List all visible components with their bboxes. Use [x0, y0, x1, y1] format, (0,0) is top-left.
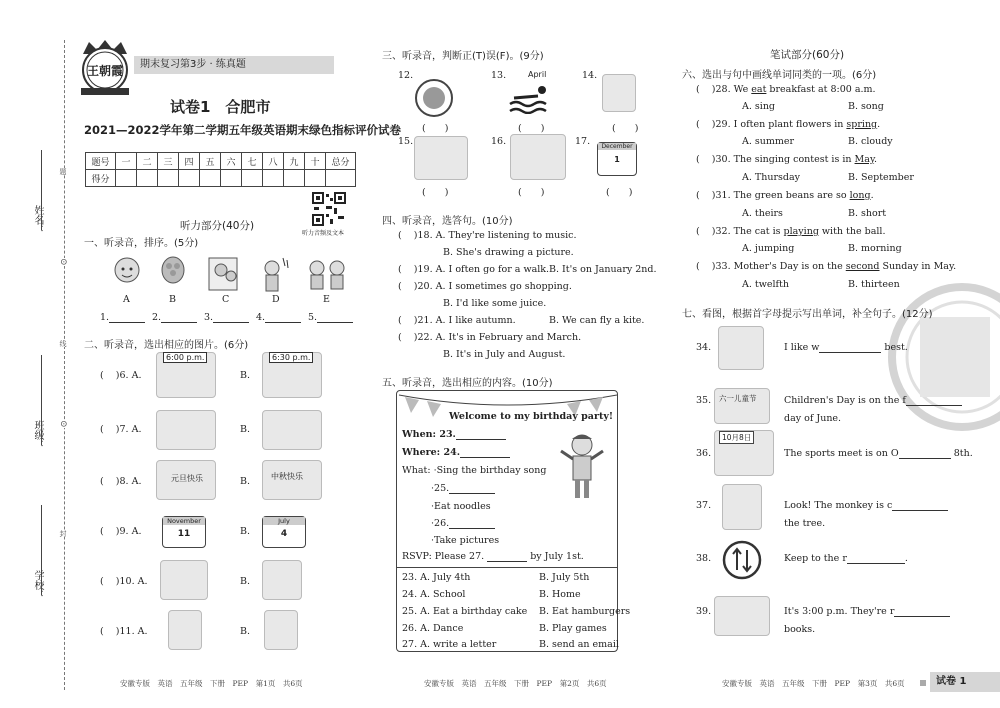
april-label: April — [528, 70, 547, 79]
question-number: )21. — [413, 315, 433, 326]
writing-header: 笔试部分(60分) — [770, 49, 845, 61]
score-input[interactable] — [158, 170, 179, 187]
score-row — [86, 170, 356, 187]
binding-dot: ⊙ — [58, 258, 68, 266]
answer-blank[interactable] — [449, 528, 495, 529]
option-b: B. send an email — [539, 639, 619, 650]
answer-blank[interactable] — [819, 352, 881, 353]
calendar-day: 4 — [280, 529, 288, 539]
sentence-text: Keep to the r — [784, 553, 847, 564]
question-number: )22. — [413, 332, 433, 343]
option-b: B. song — [848, 101, 884, 112]
answer-blank[interactable] — [213, 322, 249, 323]
section-title: 五、听录音，选出相应的内容。(10分) — [382, 378, 553, 389]
picture — [168, 610, 202, 650]
picture — [414, 136, 468, 180]
option-a: A. twelfth — [742, 279, 789, 290]
question-number: )19. — [413, 264, 433, 275]
sentence-text: The cat is — [733, 226, 784, 237]
swimming-picture — [508, 84, 552, 114]
option-b: B. — [240, 424, 251, 435]
school-line — [41, 505, 42, 595]
sentence-text: Children's Day is on the f — [784, 395, 906, 406]
s1-num: 5. — [308, 312, 318, 323]
answer-blank[interactable] — [317, 322, 353, 323]
calendar-month: November — [163, 517, 205, 525]
paper-subtitle: 2021—2022学年第二学期五年级英语期末绿色指标评价试卷 — [84, 123, 402, 137]
option-b: B. thirteen — [848, 279, 900, 290]
card-divider — [397, 567, 617, 568]
option-a: 27. A. write a letter — [402, 639, 497, 650]
option-b: B. morning — [848, 243, 902, 254]
answer-blank[interactable] — [847, 563, 905, 564]
paper-tab: 试卷 1 — [930, 672, 1000, 692]
sports-meet-picture — [714, 430, 774, 476]
option-b: B. Play games — [539, 623, 607, 634]
calendar-a — [162, 516, 206, 548]
picture — [262, 560, 302, 600]
answer-blank[interactable] — [906, 405, 962, 406]
clock-label: 6:30 p.m. — [269, 352, 313, 363]
question-number: )7. A. — [115, 424, 142, 435]
picture-label: 中秋快乐 — [271, 472, 303, 481]
answer-blank[interactable] — [892, 510, 948, 511]
boat-picture — [262, 410, 322, 450]
option-b: B. short — [848, 208, 887, 219]
question-number: 36. — [696, 448, 712, 459]
score-cell: 得分 — [86, 170, 116, 187]
sentence-text: I often plant flowers in — [733, 119, 847, 130]
sentence-text: . — [874, 154, 878, 165]
question-number: )28. — [711, 84, 731, 95]
tab-marker — [920, 680, 926, 686]
answer-paren[interactable]: ( ) — [422, 187, 449, 198]
option-b: B. Eat hamburgers — [539, 606, 631, 617]
picture — [160, 560, 208, 600]
section-title: 二、听录音，选出相应的图片。(6分) — [84, 340, 249, 351]
option-b: B. September — [848, 172, 914, 183]
option-b: B. — [240, 626, 251, 637]
answer-paren[interactable]: ( ) — [518, 187, 545, 198]
what-line: What: ·Sing the birthday song — [402, 465, 547, 476]
score-table — [85, 152, 356, 187]
card-title: Welcome to my birthday party! — [449, 411, 614, 422]
question-number: )9. A. — [115, 526, 142, 537]
sentence-text: . — [870, 190, 874, 201]
underlined-word: eat — [751, 84, 767, 95]
bullet: ·Eat noodles — [431, 501, 491, 512]
sentence-text: I like w — [784, 342, 820, 353]
option-b: B. — [240, 370, 251, 381]
name-label: 姓名： — [32, 205, 43, 235]
item-number: 15. — [398, 136, 414, 147]
score-input[interactable] — [179, 170, 200, 187]
qr-caption: 听力音频及文本 — [302, 230, 345, 237]
score-input[interactable] — [284, 170, 305, 187]
binding-mark: 封 — [59, 530, 67, 537]
score-cell: 题号 — [86, 153, 116, 170]
question-number: )11. A. — [115, 626, 148, 637]
binding-dashed-line — [64, 40, 65, 690]
sentence-text: Look! The monkey is c — [784, 500, 893, 511]
answer-paren[interactable]: ( ) — [518, 123, 545, 134]
section-title: 四、听录音，选答句。(10分) — [382, 216, 513, 227]
s1-letter: D — [272, 294, 280, 305]
s1-num: 2. — [152, 312, 162, 323]
s1-letter: C — [222, 294, 230, 305]
calendar-day: 11 — [177, 529, 191, 539]
score-cell: 四 — [179, 153, 200, 170]
score-input[interactable] — [200, 170, 221, 187]
option-b: B. — [240, 576, 251, 587]
option-b: B. — [240, 526, 251, 537]
sentence-text: The green beans are so — [733, 190, 850, 201]
question-number: )6. A. — [115, 370, 142, 381]
underlined-word: long — [849, 190, 871, 201]
option-a: 23. A. July 4th — [402, 572, 471, 583]
question-number: )30. — [711, 154, 731, 165]
score-cell: 七 — [242, 153, 263, 170]
sentence-text: books. — [784, 624, 816, 635]
sentence-text: best. — [881, 342, 908, 353]
question-number: 39. — [696, 606, 712, 617]
item-number: 13. — [491, 70, 507, 81]
answer-blank[interactable] — [109, 322, 145, 323]
score-input[interactable] — [263, 170, 284, 187]
option-a: 25. A. Eat a birthday cake — [402, 606, 528, 617]
binding-dot: ⊙ — [58, 420, 68, 428]
calendar-december — [597, 142, 637, 176]
section-title: 七、看图，根据首字母提示写出单词，补全句子。(12分) — [682, 309, 933, 320]
picture-label: 元旦快乐 — [171, 474, 203, 483]
question-number: 34. — [696, 342, 712, 353]
section-title: 三、听录音，判断正(T)误(F)。(9分) — [382, 51, 544, 62]
question-number: )29. — [711, 119, 731, 130]
bullet: ·25. — [431, 483, 450, 494]
sentence-text: day of June. — [784, 413, 842, 424]
item-number: 17. — [575, 136, 591, 147]
option-b: B. Home — [539, 589, 581, 600]
option-a: A. It's in February and March. — [435, 332, 582, 343]
sentence-text: The singing contest is in — [733, 154, 855, 165]
answer-blank[interactable] — [899, 458, 951, 459]
answer-paren[interactable]: ( ) — [606, 187, 633, 198]
s1-letter: E — [323, 294, 330, 305]
score-input[interactable] — [305, 170, 326, 187]
option-b: B. cloudy — [848, 136, 893, 147]
option-b: B. I'd like some juice. — [443, 298, 547, 309]
item-number: 14. — [582, 70, 598, 81]
where-label: Where: 24. — [402, 447, 461, 458]
option-a: A. summer — [742, 136, 795, 147]
sentence-text: . — [877, 119, 881, 130]
footer-page2: 安徽专版 英语 五年级 下册 PEP 第2页 共6页 — [424, 679, 607, 688]
kite-picture — [156, 410, 216, 450]
sentence-text: with the ball. — [818, 226, 886, 237]
birthday-card — [396, 390, 631, 652]
option-a: A. Thursday — [742, 172, 801, 183]
s1-letter: B — [169, 294, 176, 305]
step-banner: 期末复习第3步 · 练真题 — [134, 56, 334, 74]
underlined-word: spring — [846, 119, 878, 130]
answer-blank[interactable] — [460, 457, 510, 458]
footer-page3: 安徽专版 英语 五年级 下册 PEP 第3页 共6页 — [722, 679, 905, 688]
question-number: )18. — [413, 230, 433, 241]
option-a: 24. A. School — [402, 589, 466, 600]
clock-label: 6:00 p.m. — [163, 352, 207, 363]
listening-header: 听力部分(40分) — [180, 220, 255, 232]
binding-mark: 题 — [59, 168, 67, 175]
underlined-word: playing — [783, 226, 819, 237]
s1-num: 3. — [204, 312, 214, 323]
childrens-day-picture — [714, 388, 770, 424]
score-cell: 一 — [116, 153, 137, 170]
question-number: 37. — [696, 500, 712, 511]
question-number: )33. — [711, 261, 731, 272]
option-a: A. I like autumn. — [435, 315, 516, 326]
score-cell: 八 — [263, 153, 284, 170]
rsvp-label: RSVP: Please 27. — [402, 551, 485, 562]
score-cell: 十 — [305, 153, 326, 170]
sentence-text: breakfast at 8:00 a.m. — [766, 84, 876, 95]
answer-blank[interactable] — [487, 561, 527, 562]
bullet: ·Take pictures — [431, 535, 500, 546]
option-b: B. She's drawing a picture. — [443, 247, 574, 258]
snowman-picture — [718, 326, 764, 370]
answer-blank[interactable] — [456, 439, 506, 440]
rsvp-suffix: by July 1st. — [530, 551, 584, 562]
picture — [510, 134, 566, 180]
answer-blank[interactable] — [265, 322, 301, 323]
answer-paren[interactable]: ( ) — [422, 123, 449, 134]
answer-blank[interactable] — [161, 322, 197, 323]
picture-label: 六一儿童节 — [719, 394, 757, 403]
mid-autumn-picture — [262, 460, 322, 500]
footer-page1: 安徽专版 英语 五年级 下册 PEP 第1页 共6页 — [120, 679, 303, 688]
underlined-word: May — [854, 154, 875, 165]
monkey-tree-picture — [722, 484, 762, 530]
section-title: 一、听录音，排序。(5分) — [84, 238, 199, 249]
recycle-picture — [414, 78, 454, 118]
calendar-b — [262, 516, 306, 548]
option-a: A. sing — [742, 101, 776, 112]
name-line — [41, 150, 42, 230]
logo-text: 王朝霞 — [86, 64, 123, 78]
class-line — [41, 355, 42, 445]
option-a: A. I often go for a walk. — [435, 264, 550, 275]
option-b: B. July 5th — [539, 572, 590, 583]
answer-blank[interactable] — [449, 493, 495, 494]
s1-letter: A — [123, 294, 130, 305]
when-label: When: 23. — [402, 429, 456, 440]
paper-title: 试卷1 合肥市 — [170, 98, 271, 116]
question-number: )31. — [711, 190, 731, 201]
score-cell: 三 — [158, 153, 179, 170]
school-label: 学校： — [32, 570, 43, 600]
underlined-word: second — [845, 261, 880, 272]
question-number: 35. — [696, 395, 712, 406]
answer-blank[interactable] — [894, 616, 950, 617]
option-a: A. They're listening to music. — [435, 230, 577, 241]
option-a: A. theirs — [742, 208, 783, 219]
sentence-text: It's 3:00 p.m. They're r — [784, 606, 895, 617]
score-header-row — [86, 153, 356, 170]
option-a: A. I sometimes go shopping. — [435, 281, 572, 292]
option-b: B. — [240, 476, 251, 487]
clock-picture-a — [156, 352, 216, 398]
score-cell: 六 — [221, 153, 242, 170]
question-number: )20. — [413, 281, 433, 292]
question-number: )32. — [711, 226, 731, 237]
option-b: B. It's in July and August. — [443, 349, 566, 360]
s1-num: 4. — [256, 312, 266, 323]
question-number: 38. — [696, 553, 712, 564]
score-cell: 总分 — [326, 153, 356, 170]
logo — [75, 36, 135, 96]
boy-picture — [557, 431, 607, 501]
new-year-picture — [156, 460, 216, 500]
answer-paren[interactable]: ( ) — [612, 123, 639, 134]
item-number: 12. — [398, 70, 414, 81]
score-input[interactable] — [116, 170, 137, 187]
section-title: 六、选出与句中画线单词同类的一项。(6分) — [682, 70, 877, 81]
class-label: 班级： — [32, 420, 43, 450]
score-cell: 五 — [200, 153, 221, 170]
bullet: ·26. — [431, 518, 450, 529]
reading-picture — [714, 596, 770, 636]
picture-label: 10月8日 — [719, 431, 754, 444]
calendar-day: 1 — [614, 155, 620, 164]
sentence-text: 8th. — [950, 448, 973, 459]
option-b: B. It's on January 2nd. — [549, 264, 657, 275]
calendar-month: July — [263, 517, 305, 525]
score-input[interactable] — [242, 170, 263, 187]
sentence-text: We — [733, 84, 752, 95]
calendar-month: December — [598, 143, 636, 150]
score-input[interactable] — [137, 170, 158, 187]
option-a: 26. A. Dance — [402, 623, 464, 634]
score-cell: 二 — [137, 153, 158, 170]
option-b: B. We can fly a kite. — [549, 315, 645, 326]
picture — [602, 74, 636, 112]
question-number: )10. A. — [115, 576, 148, 587]
picture — [264, 610, 298, 650]
sentence-text: the tree. — [784, 518, 826, 529]
binding-mark: 线 — [59, 340, 67, 347]
question-number: )8. A. — [115, 476, 142, 487]
score-input[interactable] — [326, 170, 356, 187]
qr-code — [312, 192, 346, 226]
keep-right-sign — [722, 540, 762, 580]
sentence-text: Mother's Day is on the — [733, 261, 846, 272]
item-number: 16. — [491, 136, 507, 147]
sentence-text: Sunday in May. — [879, 261, 957, 272]
sentence-text: The sports meet is on O — [784, 448, 899, 459]
score-input[interactable] — [221, 170, 242, 187]
option-a: A. jumping — [742, 243, 795, 254]
s1-pictures — [97, 254, 355, 294]
clock-picture-b — [262, 352, 322, 398]
score-cell: 九 — [284, 153, 305, 170]
s1-num: 1. — [100, 312, 110, 323]
sentence-text: . — [904, 553, 908, 564]
